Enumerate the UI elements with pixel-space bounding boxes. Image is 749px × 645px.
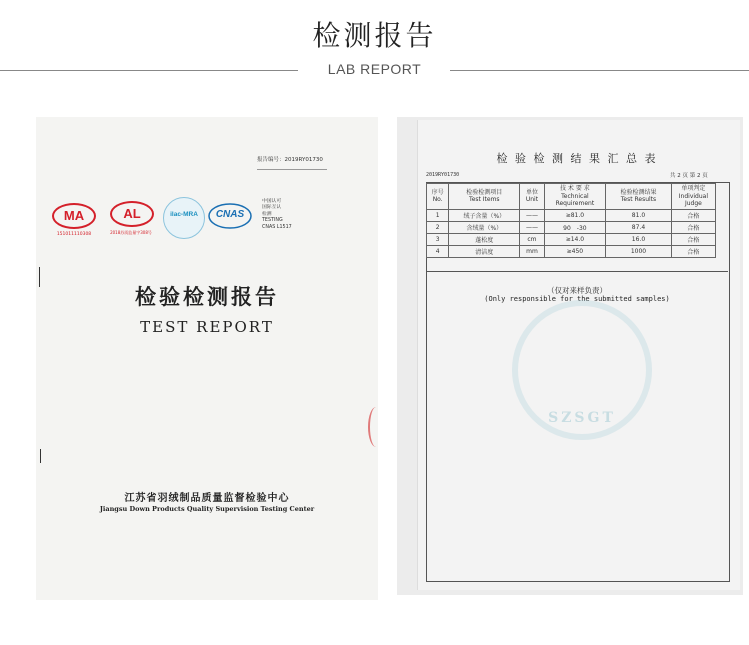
organization-name-cn: 江苏省羽绒制品质量监督检验中心 [124, 493, 290, 504]
cma-logo: MA 151011110308 [52, 203, 96, 237]
report-number: 报告编号：2019RY01730 [257, 155, 327, 170]
table-row: 4 清洁度 mm ≥450 1000 合格 [427, 245, 716, 257]
column-header: 检验检测结果 Test Results [606, 184, 672, 210]
column-header: 技 术 要 求 Technical Requirement [544, 184, 605, 210]
table-row: 3 蓬松度 cm ≥14.0 16.0 合格 [427, 233, 716, 245]
column-header: 单位 Unit [520, 184, 544, 210]
column-header: 检验检测项目 Test Items [449, 184, 520, 210]
cover-title-en: TEST REPORT [140, 318, 274, 336]
table-bottom-rule [426, 271, 728, 272]
cnas-accreditation-info: 中国认可 国际互认 检测 TESTING CNAS L1517 [262, 199, 292, 230]
official-seal-stamp [368, 407, 384, 447]
note-cn: （仅对来样负责） [547, 286, 607, 295]
header-divider-right [450, 70, 749, 71]
note-en: (Only responsible for the submitted samples) [484, 295, 670, 303]
results-table-title: 检 验 检 测 结 果 汇 总 表 [496, 152, 658, 165]
organization-name-en: Jiangsu Down Products Quality Supervision Testing Center [99, 505, 315, 513]
column-header: 单项判定 Individual Judge [671, 184, 715, 210]
table-header-row [427, 184, 716, 210]
binding-mark [40, 449, 41, 463]
page-counter: 共 2 页 第 2 页 [670, 173, 708, 179]
cover-title-cn: 检验检测报告 [135, 284, 279, 309]
ilac-mra-logo: ilac-MRA [163, 197, 205, 239]
table-row: 1 绒子含量（%） —— ≥81.0 81.0 合格 [427, 209, 716, 221]
results-table [426, 183, 716, 258]
watermark-seal: SZSGT [512, 300, 652, 440]
report-cover-page [36, 117, 378, 600]
table-row: 2 含绒量（%） —— 90 -30 87.4 合格 [427, 221, 716, 233]
page-subtitle: LAB REPORT [327, 61, 422, 77]
report-number-small: 2019RY01730 [426, 172, 460, 178]
binding-mark [39, 267, 40, 287]
cal-logo: AL 2018苏质监量字308号 [106, 201, 156, 236]
page-title: 检测报告 [312, 19, 437, 52]
cnas-logo: CNAS [208, 202, 252, 230]
column-header: 序号 No. [427, 184, 449, 210]
